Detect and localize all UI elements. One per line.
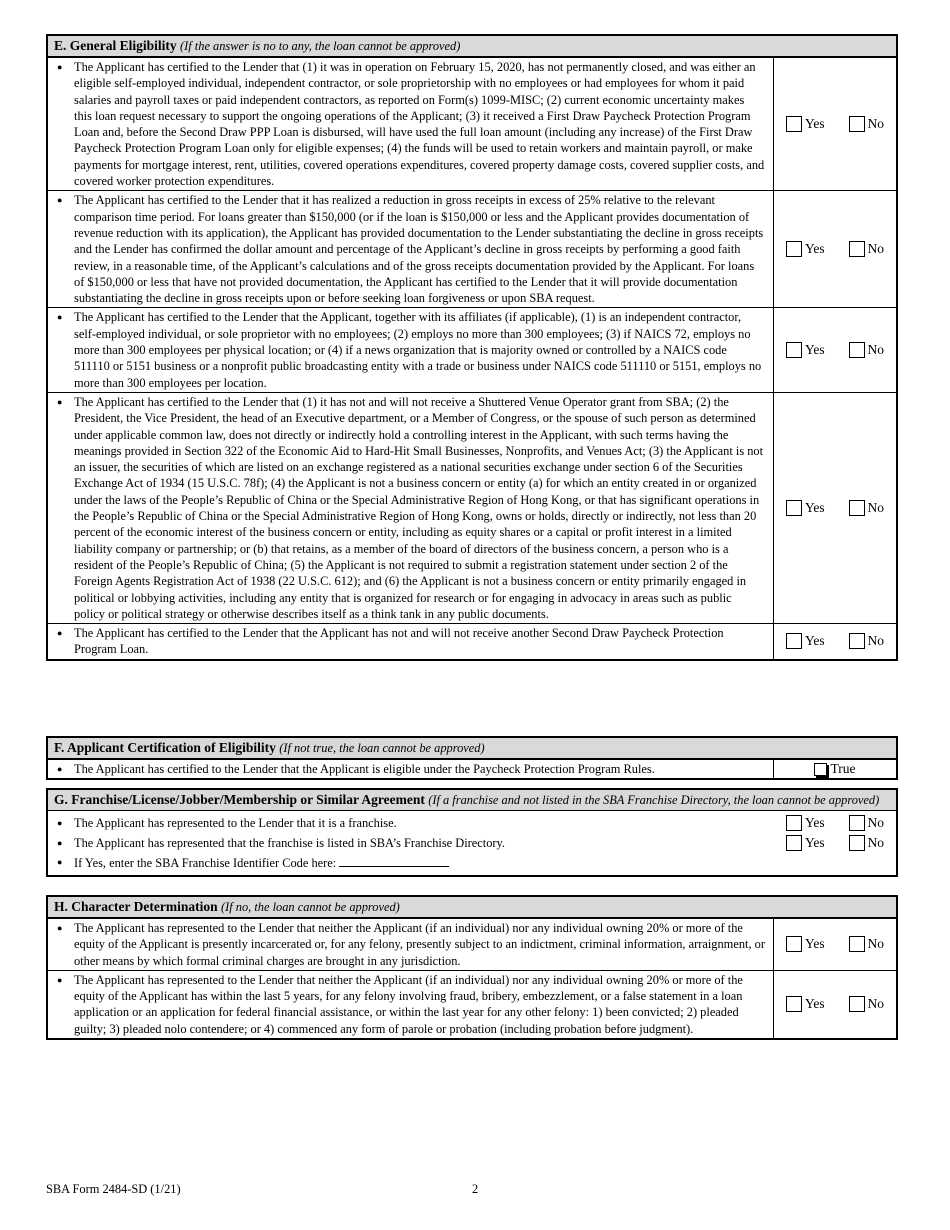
question-row bbox=[48, 307, 896, 391]
section-g-title: G. Franchise/License/Jobber/Membership or Similar Agreement bbox=[54, 792, 425, 807]
no-checkbox[interactable] bbox=[849, 342, 865, 358]
yes-checkbox[interactable] bbox=[786, 500, 802, 516]
no-option[interactable] bbox=[849, 815, 885, 831]
no-checkbox[interactable] bbox=[849, 633, 865, 649]
answer-group bbox=[774, 971, 896, 1038]
no-label: No bbox=[867, 996, 885, 1012]
question-text: ● The Applicant has represented to the Lender that neither the Applicant (if an individual) nor any individual owning 20% or more of the equity of the Applicant is presently incarcerated or, for any felony, presently subject to an indictment, criminal information, arraignment, or other means by which formal criminal charges are brought in any jurisdiction. bbox=[48, 919, 774, 970]
no-label: No bbox=[867, 116, 885, 132]
no-label: No bbox=[867, 936, 885, 952]
answer-group bbox=[774, 760, 896, 778]
no-option[interactable] bbox=[849, 936, 885, 952]
answer-group bbox=[774, 815, 896, 831]
yes-label: Yes bbox=[804, 241, 825, 257]
true-checkbox[interactable] bbox=[814, 763, 827, 776]
answer-group bbox=[774, 58, 896, 190]
yes-label: Yes bbox=[804, 996, 825, 1012]
yes-label: Yes bbox=[804, 936, 825, 952]
no-label: No bbox=[867, 499, 885, 515]
answer-group bbox=[774, 835, 896, 851]
section-h-title: H. Character Determination bbox=[54, 899, 218, 914]
yes-checkbox[interactable] bbox=[786, 936, 802, 952]
question-text: ● The Applicant has certified to the Lender that (1) it has not and will not receive a Shuttered Venue Operator grant from SBA; (2) the President, the Vice President, the head of an Executive department, or a Member of Congress, or the spouse of such person as determined under applicable common law, does not directly or indirectly hold a controlling interest in the Applicant, with such terms having the meanings provided in Section 322 of the Economic Aid to Hard-Hit Small Businesses, Nonprofits, and Venues Act; (3) the Applicant is not an issuer, the securities of which are listed on an exchange registered as a national securities exchange under section 6 of the Securities Exchange Act of 1934 (15 U.S.C. 78f); (4) the Applicant is not a business concern or entity (a) for which an entity created in or organized under the laws of the People’s Republic of China or the Special Administrative Region of Hong Kong, or that has significant operations in the People’s Republic of China or the Special Administrative Region of Hong Kong, owns or holds, directly or indirectly, not less than 20 percent of the economic interest of the business concern or entity, including as equity shares or a capital or profit interest in a limited liability company or partnership; or (b) that retains, as a member of the board of directors of the business concern, a person who is a resident of the People’s Republic of China; (5) the Applicant is not required to submit a registration statement under section 2 of the Foreign Agents Registration Act of 1938 (22 U.S.C. 612); and (6) the Applicant is not a business concern or entity primarily engaged in political or lobbying activities, including any entity that is organized for research or for engaging in advocacy in areas such as public policy or political strategy or otherwise describes itself as a think tank in any public documents. bbox=[48, 393, 774, 623]
section-h-character-determination bbox=[46, 895, 898, 1040]
no-label: No bbox=[867, 342, 885, 358]
question-text: ● The Applicant has represented to the Lender that neither the Applicant (if an individual) nor any individual owning 20% or more of the equity of the Applicant has within the last 5 years, for any felony involving fraud, bribery, embezzlement, or a false statement in a loan application or an application for federal financial assistance, or within the last year for any other felony: 1) been convicted; 2) pleaded guilty; 3) pleaded nolo contendere; or 4) commenced any form of parole or probation (including probation before judgment). bbox=[48, 971, 774, 1038]
true-label: True bbox=[830, 761, 856, 776]
section-f-title: F. Applicant Certification of Eligibility bbox=[54, 740, 276, 755]
section-f-applicant-certification bbox=[46, 736, 898, 780]
list-item bbox=[48, 853, 896, 873]
no-option[interactable] bbox=[849, 835, 885, 851]
no-option[interactable] bbox=[849, 633, 885, 649]
list-item-text: ● The Applicant has represented that the franchise is listed in SBA’s Franchise Directory. bbox=[48, 835, 774, 851]
no-option[interactable] bbox=[849, 996, 885, 1012]
section-g-note: (If a franchise and not listed in the SBA Franchise Directory, the loan cannot be approved) bbox=[428, 793, 880, 807]
yes-checkbox[interactable] bbox=[786, 835, 802, 851]
page-number: 2 bbox=[472, 1182, 479, 1196]
yes-checkbox[interactable] bbox=[786, 116, 802, 132]
list-item-text: ● The Applicant has represented to the Lender that it is a franchise. bbox=[48, 815, 774, 831]
no-checkbox[interactable] bbox=[849, 116, 865, 132]
no-label: No bbox=[867, 814, 885, 830]
question-text: ● The Applicant has certified to the Lender that (1) it was in operation on February 15, 2020, has not permanently closed, and was either an eligible self-employed individual, independent contractor, or sole proprietorship with no employees or had employees for whom it paid salaries and payroll taxes or paid independent contractors, as reported on Form(s) 1099-MISC; (2) current economic uncertainty makes this loan request necessary to support the ongoing operations of the Applicant; (3) it received a First Draw Paycheck Protection Program Loan and, before the Second Draw PPP Loan is disbursed, will have used the full loan amount (including any increase) of the First Draw Paycheck Protection Program Loan only for eligible expenses; (4) the funds will be used to retain workers and maintain payroll, or make payments for mortgage interest, rent, utilities, covered operations expenditures, covered property damage costs, covered supplier costs, and covered worker protection expenditures. bbox=[48, 58, 774, 190]
no-option[interactable] bbox=[849, 241, 885, 257]
question-row bbox=[48, 190, 896, 307]
yes-label: Yes bbox=[804, 633, 825, 649]
no-option[interactable] bbox=[849, 342, 885, 358]
no-checkbox[interactable] bbox=[849, 936, 865, 952]
section-g-header bbox=[48, 790, 896, 811]
yes-option[interactable] bbox=[786, 815, 825, 831]
franchise-list bbox=[48, 811, 896, 875]
section-f-note: (If not true, the loan cannot be approved) bbox=[279, 741, 485, 755]
yes-label: Yes bbox=[804, 834, 825, 850]
section-g-franchise-agreement bbox=[46, 788, 898, 877]
section-h-header bbox=[48, 897, 896, 918]
yes-label: Yes bbox=[804, 814, 825, 830]
question-text: ● The Applicant has certified to the Lender that it has realized a reduction in gross receipts in excess of 25% relative to the relevant comparison time period. For loans greater than $150,000 (or if the loan is $150,000 or less and the Applicant provides documentation of revenue reduction with its application), the Applicant has provided documentation to the Lender substantiating the decline in gross receipts and the Lender has confirmed the dollar amount and percentage of the Applicant’s decline in gross receipts by performing a good faith review, in a reasonable time, of the Applicant’s calculations and of the gross receipts documentation provided by the Applicant. For loans of $150,000 or less that have not provided documentation, the Applicant has certified to the Lender that it will provide documentation substantiating the decline in gross receipts upon or before seeking loan forgiveness or upon SBA request. bbox=[48, 191, 774, 307]
no-checkbox[interactable] bbox=[849, 996, 865, 1012]
no-option[interactable] bbox=[849, 500, 885, 516]
question-row bbox=[48, 623, 896, 659]
no-checkbox[interactable] bbox=[849, 500, 865, 516]
franchise-code-input[interactable] bbox=[339, 854, 449, 867]
yes-option[interactable] bbox=[786, 633, 825, 649]
section-e-general-eligibility bbox=[46, 34, 898, 661]
section-e-note: (If the answer is no to any, the loan cannot be approved) bbox=[180, 39, 461, 53]
yes-option[interactable] bbox=[786, 116, 825, 132]
answer-group bbox=[774, 624, 896, 659]
yes-checkbox[interactable] bbox=[786, 996, 802, 1012]
no-checkbox[interactable] bbox=[849, 815, 865, 831]
yes-option[interactable] bbox=[786, 936, 825, 952]
yes-option[interactable] bbox=[786, 996, 825, 1012]
question-text: ● The Applicant has certified to the Lender that the Applicant is eligible under the Paycheck Protection Program Rules. bbox=[48, 760, 774, 778]
franchise-code-row bbox=[48, 854, 896, 871]
no-checkbox[interactable] bbox=[849, 835, 865, 851]
no-label: No bbox=[867, 834, 885, 850]
no-label: No bbox=[867, 633, 885, 649]
list-item bbox=[48, 833, 896, 853]
yes-option[interactable] bbox=[786, 500, 825, 516]
yes-label: Yes bbox=[804, 499, 825, 515]
franchise-code-label: If Yes, enter the SBA Franchise Identifier Code here: bbox=[74, 856, 337, 871]
yes-label: Yes bbox=[804, 342, 825, 358]
section-h-note: (If no, the loan cannot be approved) bbox=[220, 900, 400, 914]
yes-checkbox[interactable] bbox=[786, 633, 802, 649]
yes-option[interactable] bbox=[786, 835, 825, 851]
answer-group bbox=[774, 308, 896, 391]
yes-checkbox[interactable] bbox=[786, 342, 802, 358]
list-item bbox=[48, 813, 896, 833]
question-row bbox=[48, 970, 896, 1038]
answer-group bbox=[774, 191, 896, 307]
yes-option[interactable] bbox=[786, 241, 825, 257]
no-checkbox[interactable] bbox=[849, 241, 865, 257]
answer-group bbox=[774, 919, 896, 970]
true-option[interactable] bbox=[814, 761, 855, 777]
yes-label: Yes bbox=[804, 116, 825, 132]
section-e-header bbox=[48, 36, 896, 57]
yes-checkbox[interactable] bbox=[786, 815, 802, 831]
question-row bbox=[48, 918, 896, 970]
section-f-header bbox=[48, 738, 896, 759]
question-text: ● The Applicant has certified to the Lender that the Applicant, together with its affiliates (if applicable), (1) is an independent contractor, self-employed individual, or sole proprietor with no employees; (2) employs no more than 300 employees; (3) if NAICS 72, employs no more than 300 employees per physical location; or (4) if a news organization that is majority owned or controlled by a NAICS code 511110 or 5151 business or a nonprofit public broadcasting entity with a trade or business under NAICS code 511110 or 5151, employs no more than 300 employees per location. bbox=[48, 308, 774, 391]
yes-checkbox[interactable] bbox=[786, 241, 802, 257]
question-row bbox=[48, 57, 896, 190]
question-row bbox=[48, 392, 896, 623]
yes-option[interactable] bbox=[786, 342, 825, 358]
answer-group bbox=[774, 393, 896, 623]
question-text: ● The Applicant has certified to the Lender that the Applicant has not and will not receive another Second Draw Paycheck Protection Program Loan. bbox=[48, 624, 774, 659]
no-option[interactable] bbox=[849, 116, 885, 132]
section-e-title: E. General Eligibility bbox=[54, 38, 177, 53]
form-id: SBA Form 2484-SD (1/21) bbox=[46, 1182, 181, 1196]
no-label: No bbox=[867, 241, 885, 257]
question-row bbox=[48, 759, 896, 778]
